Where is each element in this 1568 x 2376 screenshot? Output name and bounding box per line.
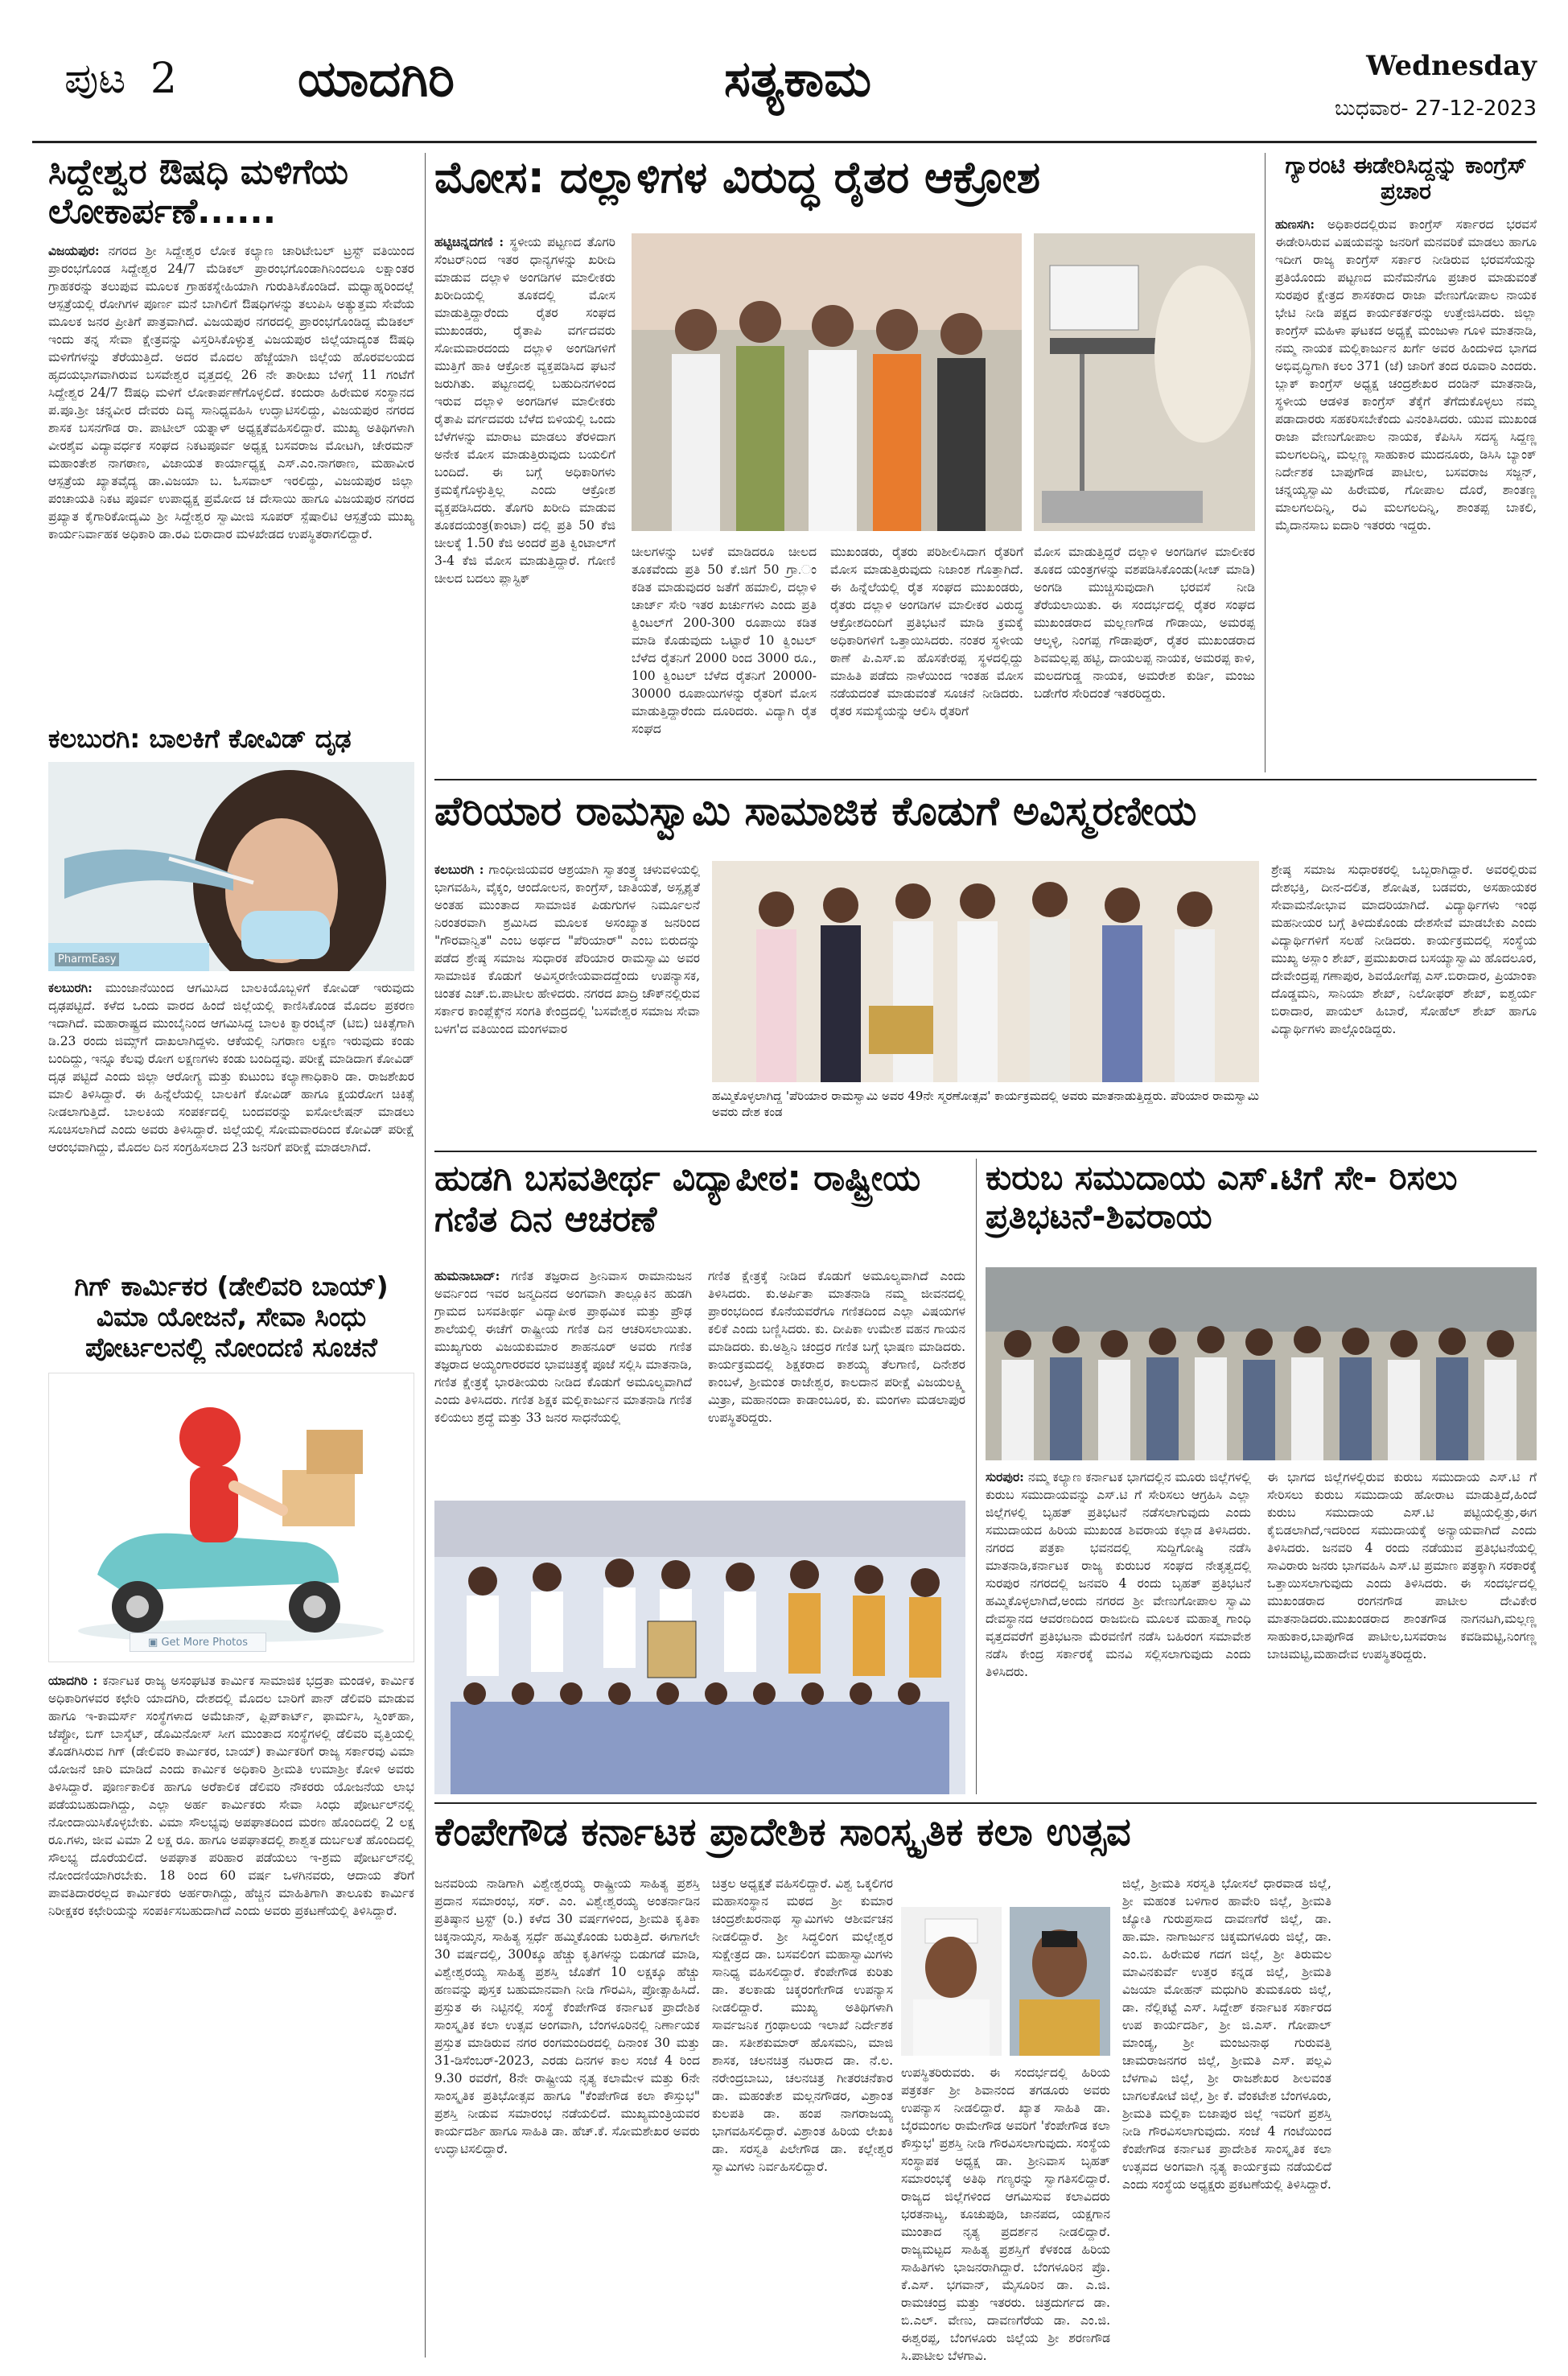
masthead-rule	[32, 141, 1537, 143]
headline: ಹುಡಗಿ ಬಸವತೀರ್ಥ ವಿದ್ಯಾಪೀಠ: ರಾಷ್ಟ್ರೀಯ ಗಣಿತ ದಿನ ಆಚರಣೆ	[434, 1158, 921, 1240]
periyar-event-photo	[712, 861, 1259, 1082]
masthead	[32, 32, 1537, 129]
hudagi-col-2	[708, 1267, 965, 1493]
body-text: ನಮ್ಮ ಕಲ್ಯಾಣ ಕರ್ನಾಟಕ ಭಾಗದಲ್ಲಿನ ಮೂರು ಜಿಲ್ಲೆಗಳಲ್ಲಿ ಕುರುಬ ಸಮುದಾಯವನ್ನು ಎಸ್.ಟಿ ಗೆ ಸೇರಿಸಲು ಆಗ್ರಹಿಸಿ ಎಲ್ಲಾ ಜಿಲ್ಲೆಗಳಲ್ಲಿ ಬೃಹತ್ ಪ್ರತಿಭಟನೆ ನಡೆಸಲಾಗುವುದು ಎಂದು ಸಮುದಾಯದ ಹಿರಿಯ ಮುಖಂಡ ಶಿವರಾಯ ಕಲ್ಲಾಡ ತಿಳಿಸಿದರು. ನಗರದ ಪತ್ರಕಾ ಭವನದಲ್ಲಿ ಸುದ್ದಿಗೋಷ್ಠಿ ನಡೆಸಿ ಮಾತನಾಡಿ,ಕರ್ನಾಟಕ ರಾಜ್ಯ ಕುರುಬರ ಸಂಘದ ನೇತೃತ್ವದಲ್ಲಿ ಸುರಪುರ ನಗರದಲ್ಲಿ ಜನವರಿ 4 ರಂದು ಬೃಹತ್ ಪ್ರತಿಭಟನೆ ಹಮ್ಮಿಕೊಳ್ಳಲಾಗಿದೆ,ಅಂದು ನಗರದ ಶ್ರೀ ವೇಣುಗೋಪಾಲ ಸ್ವಾಮಿ ದೇವಸ್ಥಾನದ ಆವರಣದಿಂದ ರಾಜಬೀದಿ ಮೂಲಕ ಮಹಾತ್ಮ ಗಾಂಧಿ ವೃತ್ತದವರೆಗೆ ಪ್ರತಿಭಟನಾ ಮೆರವಣಿಗೆ ನಡೆಸಿ ಬಹಿರಂಗ ಸಮಾವೇಶ ನಡೆಸಿ ಕೇಂದ್ರ ಸರ್ಕಾರಕ್ಕೆ ಮನವಿ ಸಲ್ಲಿಸಲಾಗುವುದು ಎಂದು ತಿಳಿಸಿದರು.	[986, 1470, 1251, 1679]
dateline: ಹಟ್ಟಿಚಿನ್ನದಗಣಿ :	[434, 234, 504, 249]
story-kempegowda	[434, 1810, 1537, 2366]
dateline: ವಿಜಯಪುರ:	[48, 242, 100, 258]
delivery-scooter-image	[48, 1373, 414, 1662]
body-text: ಅಧಿಕಾರದಲ್ಲಿರುವ ಕಾಂಗ್ರೆಸ್ ಸರ್ಕಾರದ ಭರವಸೆ ಈಡೇರಿಸಿರುವ ವಿಷಯವನ್ನು ಜನರಿಗೆ ಮನವರಿಕೆ ಮಾಡಲು ಹಾಗೂ ಇದೀಗ ರಾಜ್ಯ ಕಾಂಗ್ರೆಸ್ ಸರ್ಕಾರ ನೀಡಿರುವ ಭರವಸೆಯನ್ನು ಪ್ರತಿಯೊಂದು ಪಟ್ಟಣದ ಮನೆಮನೆಗೂ ಪ್ರಚಾರ ಮಾಡುವಂತೆ ಸುರಪುರ ಕ್ಷೇತ್ರದ ಶಾಸಕರಾದ ರಾಜಾ ವೇಣುಗೋಪಾಲ ನಾಯಕ ಭೇಟಿ ನೀಡಿ ಪಕ್ಷದ ಕಾರ್ಯಕರ್ತರನ್ನು ಉತ್ತೇಜಿಸಿದರು. ಜಿಲ್ಲಾ ಕಾಂಗ್ರೆಸ್ ಮಹಿಳಾ ಘಟಕದ ಅಧ್ಯಕ್ಷೆ ಮಂಜುಳಾ ಗೂಳಿ ಮಾತನಾಡಿ, ನಮ್ಮ ನಾಯಕ ಮಲ್ಲಿಕಾರ್ಜುನ ಖರ್ಗೆ ಅವರ ಹಿಂದುಳಿದ ಭಾಗದ ಅಭಿವೃದ್ಧಿಗಾಗಿ ಕಲಂ 371 (ಜೆ) ಜಾರಿಗೆ ತಂದ ರೂವಾರಿ ಎಂದರು. ಬ್ಲಾಕ್ ಕಾಂಗ್ರೆಸ್ ಅಧ್ಯಕ್ಷ ಚಂದ್ರಶೇಖರ ದಂಡಿನ್ ಮಾತನಾಡಿ, ಸ್ಥಳೀಯ ಆಡಳಿತ ಕಾಂಗ್ರೆಸ್ ತೆಕ್ಕೆಗೆ ತೆಗೆದುಕೊಳ್ಳಲು ನಮ್ಮ ಪಡಾದಾರರು ಸಹಕರಿಸಬೇಕೆಂದು ವಿನಂತಿಸಿದರು. ಯುವ ಮುಖಂಡ ರಾಜಾ ವೇಣುಗೋಪಾಲ ನಾಯಕ, ಕೆಪಿಸಿಸಿ ಸದಸ್ಯ ಸಿದ್ದಣ್ಣ ಮಲಗಲದಿನ್ನಿ, ಮಲ್ಲಣ್ಣ ಸಾಹುಕಾರ ಮುದನೂರು, ಡಿಸಿಸಿ ಬ್ಯಾಂಕ್ ನಿರ್ದೇಶಕ ಬಾಪುಗೌಡ ಪಾಟೀಲ, ಬಸವರಾಜ ಸಜ್ಜನ್, ಚನ್ನಯ್ಯಸ್ವಾಮಿ ಹಿರೇಮಠ, ಗೋಪಾಲ ದೊರೆ, ಶಾಂತಣ್ಣ ಮಾಲಗಲದಿನ್ನಿ, ರವಿ ಮಲಗಲದಿನ್ನಿ, ಶಾಂತಪ್ಪ ಬಾಕಲಿ, ಮೈದಾನಸಾಬ ಐದಾರಿ ಇತರರು ಇದ್ದರು.	[1275, 217, 1537, 533]
periyar-group-illustration	[712, 861, 1259, 1082]
dateline: ಯಾದಗಿರಿ :	[48, 1672, 98, 1688]
page-number-block	[64, 55, 177, 104]
page-number: 2	[150, 55, 177, 103]
mosa-col-4	[1034, 543, 1255, 772]
dateline: ಕಲಬುರಗಿ :	[434, 862, 484, 877]
story-mosa	[434, 153, 1255, 772]
place-name: ಯಾದಗಿರಿ	[298, 49, 455, 108]
portrait-elder-illustration	[901, 1907, 1002, 2056]
story-body	[48, 1672, 414, 1920]
column-divider	[1265, 153, 1266, 772]
mosa-col-1	[434, 233, 615, 772]
story-guarantee	[1275, 153, 1537, 772]
kempegowda-col-3	[901, 2064, 1110, 2366]
day-english: Wednesday	[1366, 50, 1537, 82]
get-more-photos-button[interactable]	[130, 1633, 266, 1652]
headline: ಗ್ಯಾರಂಟಿ ಈಡೇರಿಸಿದ್ದನ್ನು ಕಾಂಗ್ರೆಸ್ ಪ್ರಚಾರ	[1285, 153, 1527, 205]
story-hudagi	[434, 1159, 965, 1794]
body-text: ಜಿಲ್ಲೆ, ಶ್ರೀಮತಿ ಸರಸ್ವತಿ ಭೋಸಲೆ ಧಾರವಾಡ ಜಿಲ್ಲೆ, ಶ್ರೀ ಮಹಂತ ಬಳಿಗಾರ ಹಾವೇರಿ ಜಿಲ್ಲೆ, ಶ್ರೀಮತಿ ಜ್ಯೋತಿ ಗುರುಪ್ರಸಾದ ದಾವಣಗೆರೆ ಜಿಲ್ಲೆ, ಡಾ. ಹಾ.ಮಾ. ನಾಗಾರ್ಜುನ ಚಿಕ್ಕಮಗಳೂರು ಜಿಲ್ಲೆ, ಡಾ. ಎಂ.ಬಿ. ಹಿರೇಮಠ ಗದಗ ಜಿಲ್ಲೆ, ಶ್ರೀ ತಿರುಮಲ ಮಾವಿನಕುರ್ವೆ ಉತ್ತರ ಕನ್ನಡ ಜಿಲ್ಲೆ, ಶ್ರೀಮತಿ ವಿಜಯಾ ಮೋಹನ್ ಮಧುಗಿರಿ ತುಮಕೂರು ಜಿಲ್ಲೆ, ಡಾ. ನೆಲ್ಲಿಕಟ್ಟೆ ಎಸ್. ಸಿದ್ದೇಶ್ ಕರ್ನಾಟಕ ಸರ್ಕಾರದ ಉಪ ಕಾರ್ಯದರ್ಶಿ, ಶ್ರೀ ಜಿ.ಎಸ್. ಗೋಪಾಲ್ ಮಾಂಡ್ಯ, ಶ್ರೀ ಮಂಜುನಾಥ ಗುರುವತ್ತಿ ಚಾಮರಾಜನಗರ ಜಿಲ್ಲೆ, ಶ್ರೀಮತಿ ಎಸ್. ಪಲ್ಲವಿ ಬೆಳಗಾವಿ ಜಿಲ್ಲೆ, ಶ್ರೀ ರಾಜಶೇಖರ ಶೀಲವಂತ ಬಾಗಲಕೋಟೆ ಜಿಲ್ಲೆ, ಶ್ರೀ ಕೆ. ವೆಂಕಟೇಶ ಬೆಂಗಳೂರು, ಶ್ರೀಮತಿ ಮಲ್ಲಿಕಾ ಬಿಜಾಪುರ ಜಿಲ್ಲೆ ಇವರಿಗೆ ಪ್ರಶಸ್ತಿ ನೀಡಿ ಗೌರವಿಸಲಾಗುವುದು. ಸಂಜೆ 4 ಗಂಟೆಯಿಂದ ಕೆಂಪೇಗೌಡ ಕರ್ನಾಟಕ ಪ್ರಾದೇಶಿಕ ಸಾಂಸ್ಕೃತಿಕ ಕಲಾ ಉತ್ಸವದ ಅಂಗವಾಗಿ ನೃತ್ಯ ಕಾರ್ಯಕ್ರಮ ನಡೆಯಲಿದೆ ಎಂದು ಸಂಸ್ಥೆಯ ಅಧ್ಯಕ್ಷರು ಪ್ರಕಟಣೆಯಲ್ಲಿ ತಿಳಿಸಿದ್ದಾರೆ.	[1122, 1876, 1331, 2192]
mosa-col-2	[632, 543, 817, 772]
body-text: ಸ್ಥಳೀಯ ಪಟ್ಟಣದ ತೊಗರಿ ಸೆಂಟರ್‌ನಿಂದ ಇತರ ಧಾನ್ಯಗಳನ್ನು ಖರೀದಿ ಮಾಡುವ ದಲ್ಲಾಳಿ ಅಂಗಡಿಗಳ ಮಾಲೀಕರು ಖರೀದಿಯಲ್ಲಿ ತೂಕದಲ್ಲಿ ಮೋಸ ಮಾಡುತ್ತಿದ್ದಾರೆಂದು ರೈತರ ಸಂಘದ ಮುಖಂಡರು, ರೈತಾಪಿ ವರ್ಗದವರು ಸೋಮವಾರದಂದು ದಲ್ಲಾಳಿ ಅಂಗಡಿಗಳಿಗೆ ಮುತ್ತಿಗೆ ಹಾಕಿ ಆಕ್ರೋಶ ವ್ಯಕ್ತಪಡಿಸಿದ ಘಟನೆ ಜರುಗಿತು. ಪಟ್ಟಣದಲ್ಲಿ ಬಹುದಿನಗಳಿಂದ ಇರುವ ದಲ್ಲಾಳಿ ಅಂಗಡಿಗಳ ಮಾಲೀಕರು ರೈತಾಪಿ ವರ್ಗದವರು ಬೆಳೆದ ಬಿಳಿಯಲ್ಲಿ ಒಂದು ಬೆಳೆಗಳನ್ನು ಮಾರಾಟ ಮಾಡಲು ತೆರಳಿದಾಗ ಅನೇಕ ಮೋಸ ಮಾಡುತ್ತಿರುವುದು ಬಯಲಿಗೆ ಬಂದಿದೆ. ಈ ಬಗ್ಗೆ ಅಧಿಕಾರಿಗಳು ಕ್ರಮಕೈಗೊಳ್ಳುತ್ತಿಲ್ಲ ಎಂದು ಆಕ್ರೋಶ ವ್ಯಕ್ತಪಡಿಸಿದರು. ತೊಗರಿ ಖರೀದಿ ಮಾಡುವ ತೂಕದಯಂತ್ರ(ಕಾಂಟಾ) ದಲ್ಲಿ ಪ್ರತಿ 50 ಕೆಜಿ ಚೀಲಕ್ಕೆ 1.50 ಕೆಜಿ ಅಂದರೆ ಪ್ರತಿ ಕ್ವಿಂಟಾಲ್‌ಗೆ 3-4 ಕೆಜಿ ಮೋಸ ಮಾಡುತ್ತಿದ್ದಾರೆ. ಗೋಣಿ ಚೀಲದ ಬದಲು ಪ್ಲಾಸ್ಟಿಕ್	[434, 235, 615, 586]
kempegowda-col-4	[1122, 1875, 1331, 2366]
column-divider	[976, 1159, 977, 1794]
headline: ಸಿದ್ದೇಶ್ವರ ಔಷಧಿ ಮಳಿಗೆಯ ಲೋಕಾರ್ಪಣೆ......	[48, 153, 348, 233]
farmers-protest-photo	[632, 233, 1022, 531]
kuruba-col-1	[986, 1468, 1251, 1794]
story-gig-workers	[48, 1271, 414, 2366]
photo-caption: ಹಮ್ಮಿಕೊಳ್ಳಲಾಗಿದ್ದ 'ಪೆರಿಯಾರ ರಾಮಸ್ವಾಮಿ ಅವರ 49ನೇ ಸ್ಮರಣೋತ್ಸವ' ಕಾರ್ಯಕ್ರಮದಲ್ಲಿ ಅವರು ಮಾತನಾಡುತ್ತಿದ್ದರು. ಪೆರಿಯಾರ ರಾಮಸ್ವಾಮಿ ಅವರು ದೇಶ ಕಂಡ	[712, 1089, 1259, 1120]
portrait-man-photo	[1010, 1907, 1110, 2056]
students-group-illustration	[434, 1501, 965, 1794]
headline: ಪೆರಿಯಾರ ರಾಮಸ್ವಾಮಿ ಸಾಮಾಜಿಕ ಕೊಡುಗೆ ಅವಿಸ್ಮರಣೀಯ	[434, 788, 1197, 834]
kuruba-press-photo	[986, 1267, 1537, 1460]
headline: ಮೋಸ: ದಲ್ಲಾಳಿಗಳ ವಿರುದ್ಧ ರೈತರ ಆಕ್ರೋಶ	[434, 152, 1041, 203]
farmers-group-illustration	[632, 233, 1022, 531]
page-label: ಪುಟ	[64, 55, 126, 103]
dateline: ಹುಣಸಗಿ:	[1275, 216, 1315, 233]
scale-illustration	[1034, 233, 1255, 531]
body-text: ಮುಖಂಡರು, ರೈತರು ಪರಿಶೀಲಿಸಿದಾಗ ರೈತರಿಗೆ ಮೋಸ ಮಾಡುತ್ತಿರುವುದು ನಿಜಾಂಶ ಗೊತ್ತಾಗಿದೆ. ಈ ಹಿನ್ನೆಲೆಯಲ್ಲಿ ರೈತ ಸಂಘದ ಮುಖಂಡರು, ರೈತರು ದಲ್ಲಾಳಿ ಅಂಗಡಿಗಳ ಮಾಲೀಕರ ವಿರುದ್ಧ ಆಕ್ರೋಶದಿಂದಿಗೆ ಪ್ರತಿಭಟನೆ ಮಾಡಿ ಕ್ರಮಕ್ಕೆ ಅಧಿಕಾರಿಗಳಿಗೆ ಒತ್ತಾಯಿಸಿದರು. ನಂತರ ಸ್ಥಳೀಯ ಠಾಣೆ ಪಿ.ಎಸ್.ಐ ಹೊಸಕೇರಪ್ಪ ಸ್ಥಳದಲ್ಲಿದ್ದು ಮಾಹಿತಿ ಪಡೆದು ನಾಳೆಯಿಂದ ಇಂತಹ ಮೋಸ ನಡೆಯದಂತೆ ಮಾಡುವಂತೆ ಸೂಚನೆ ನೀಡಿದರು. ರೈತರ ಸಮಸ್ಯೆಯನ್ನು ಆಲಿಸಿ ರೈತರಿಗೆ	[830, 545, 1023, 719]
delivery-scooter-icon	[49, 1373, 414, 1662]
body-text: ಗಣಿತ ತಜ್ಞರಾದ ಶ್ರೀನಿವಾಸ ರಾಮಾನುಜನ ಅವರ್ನಿಂದ ಇವರ ಜನ್ಮದಿನದ ಅಂಗವಾಗಿ ತಾಲ್ಲೂಕಿನ ಹುಡಗಿ ಗ್ರಾಮದ ಬಸವತೀರ್ಥ ವಿದ್ಯಾಪೀಠ ಪ್ರಾಥಮಿಕ ಮತ್ತು ಪ್ರೌಢ ಶಾಲೆಯಲ್ಲಿ ಈಚೆಗೆ ರಾಷ್ಟ್ರೀಯ ಗಣಿತ ದಿನ ಆಚರಿಸಲಾಯಿತು. ಮುಖ್ಯಗುರು ವಿಜಯಕುಮಾರ ಶಾಹನೂರ್ ಅವರು ಗಣಿತ ತಜ್ಞರಾದ ಅಯ್ಯಂಗಾರರವರ ಭಾವಚಿತ್ರಕ್ಕೆ ಪೂಜೆ ಸಲ್ಲಿಸಿ ಮಾತನಾಡಿ, ಗಣಿತ ಕ್ಷೇತ್ರಕ್ಕೆ ಭಾರತೀಯರು ನೀಡಿದ ಕೊಡುಗೆ ಅಮೂಲ್ಯವಾಗಿದೆ ಎಂದು ತಿಳಿಸಿದರು. ಗಣಿತ ಶಿಕ್ಷಕ ಮಲ್ಲಿಕಾರ್ಜುನ ಮಾತನಾಡಿ ಗಣಿತ ಕಲಿಯಲು ಶ್ರದ್ಧೆ ಮತ್ತು 33 ಜನರ ಸಾಧನೆಯಲ್ಲಿ	[434, 1269, 692, 1425]
photo-credit: PharmEasy	[55, 953, 119, 966]
periyar-col-1	[434, 861, 700, 1143]
column-divider	[425, 153, 426, 2357]
dateline: ಕಲಬುರಗಿ:	[48, 979, 93, 995]
story-body	[48, 979, 414, 1156]
body-text: ಜನವರಿಯ ನಾಡಿಗಾಗಿ ವಿಶ್ವೇಶ್ವರಯ್ಯ ರಾಷ್ಟ್ರೀಯ ಸಾಹಿತ್ಯ ಪ್ರಶಸ್ತಿ ಪ್ರದಾನ ಸಮಾರಂಭ, ಸರ್. ಎಂ. ವಿಶ್ವೇಶ್ವರಯ್ಯ ಅಂತರ್ನಾಡಿನ ಪ್ರತಿಷ್ಠಾನ ಟ್ರಸ್ಟ್ (ರಿ.) ಕಳೆದ 30 ವರ್ಷಗಳಿಂದ, ಶ್ರೀಮತಿ ಕೃತಿಕಾ ಚಿಕ್ಕನಾಯ್ಕನ, ಸಾಹಿತ್ಯ ಸ್ಪರ್ಧೆ ಹಮ್ಮಿಕೊಂಡು ಬರುತ್ತಿದೆ. ಈಗಾಗಲೇ 30 ವರ್ಷದಲ್ಲಿ, 300ಕ್ಕೂ ಹೆಚ್ಚು ಕೃತಿಗಳನ್ನು ಬಿಡುಗಡೆ ಮಾಡಿ, ವಿಶ್ವೇಶ್ವರಯ್ಯ ಸಾಹಿತ್ಯ ಪ್ರಶಸ್ತಿ ಜೊತೆಗೆ 10 ಲಕ್ಷಕ್ಕೂ ಹೆಚ್ಚು ಹಣವನ್ನು ಪುಸ್ತಕ ಬಹುಮಾನವಾಗಿ ನೀಡಿ ಗೌರವಿಸಿ, ಪ್ರೋತ್ಸಾಹಿಸಿದೆ. ಪ್ರಸ್ತುತ ಈ ನಿಟ್ಟಿನಲ್ಲಿ ಸಂಸ್ಥೆ ಕೆಂಪೇಗೌಡ ಕರ್ನಾಟಕ ಪ್ರಾದೇಶಿಕ ಸಾಂಸ್ಕೃತಿಕ ಕಲಾ ಉತ್ಸವ ಅಂಗವಾಗಿ, ಬೆಂಗಳೂರಿನಲ್ಲಿ ನಿರ್ಣಾಯಕ ಪ್ರಸ್ತುತ ಮಾಡಿರುವ ನಗರ ರಂಗಮಂದಿರದಲ್ಲಿ ದಿನಾಂಕ 30 ಮತ್ತು 31-ಡಿಸೆಂಬರ್-2023, ಎರಡು ದಿನಗಳ ಕಾಲ ಸಂಜೆ 4 ರಿಂದ 9.30 ರವರೆಗೆ, 8ನೇ ರಾಷ್ಟ್ರೀಯ ನೃತ್ಯ ಕಲಾಮೇಳ ಮತ್ತು 6ನೇ ಸಾಂಸ್ಕೃತಿಕ ಪ್ರತಿಭೋತ್ಸವ ಹಾಗೂ "ಕೆಂಪೇಗೌಡ ಕಲಾ ಕೌಸ್ತುಭ" ಪ್ರಶಸ್ತಿ ನೀಡುವ ಸಮಾರಂಭ ನಡೆಯಲಿದೆ. ಮುಖ್ಯಮಂತ್ರಿಯವರ ಕಾರ್ಯದರ್ಶಿ ಹಾಗೂ ಸಾಹಿತಿ ಡಾ. ಹೆಚ್.ಕೆ. ಸೋಮಶೇಖರ ಅವರು ಉದ್ಘಾಟಿಸಲಿದ್ದಾರೆ.	[434, 1876, 700, 2156]
story-siddeshwar	[48, 153, 414, 716]
dateline: ಸುರಪುರ:	[986, 1469, 1024, 1484]
body-text: ನಗರದ ಶ್ರೀ ಸಿದ್ದೇಶ್ವರ ಲೋಕ ಕಲ್ಯಾಣ ಚಾರಿಟೇಬಲ್ ಟ್ರಸ್ಟ್ ವತಿಯಿಂದ ಪ್ರಾರಂಭಗೊಂಡ ಸಿದ್ದೇಶ್ವರ 24/7 ಮೆಡಿಕಲ್ ಪ್ರಾರಂಭಗೊಂಡಾಗಿನಿಂದಲೂ ಲಕ್ಷಾಂತರ ಗ್ರಾಹಕರನ್ನು ತಲುಪುವ ಮೂಲಕ ಗ್ರಾಹಕಸ್ನೇಹಿಯಾಗಿ ಗುರುತಿಸಿಕೊಂಡಿದೆ. ಮಧ್ಯಾಹ್ನರಿಂದಲ್ಲೆ ಆಸ್ಪತ್ರೆಯಲ್ಲಿ ರೋಗಿಗಳ ಪೂರ್ಣ ಮನೆ ಬಾಗಿಲಿಗೆ ಔಷಧಿಗಳನ್ನು ತಲುಪಿಸಿ ಅತ್ಯುತ್ತಮ ಸೇವೆಯ ಮೂಲಕ ಜನರ ಪ್ರೀತಿಗೆ ಪಾತ್ರವಾಗಿದೆ. ವಿಜಯಪುರ ನಗರದಲ್ಲಿ ಪ್ರಾರಂಭಗೊಂಡಿದ್ದ ಮೆಡಿಕಲ್ ಇಂದು ತನ್ನ ಸೇವಾ ಕ್ಷೇತ್ರವನ್ನು ವಿಸ್ತರಿಸಿಕೊಳ್ಳುತ್ತ ವಿಜಯಪುರ ಜಿಲ್ಲೆಯಾದ್ಯಂತ ಔಷಧಿ ಮಳಿಗೆಗಳನ್ನು ತೆರೆಯುತ್ತಿದೆ. ಅದರ ಮೊದಲ ಹೆಜ್ಜೆಯಾಗಿ ಜಿಲ್ಲೆಯ ಹೊರವಲಯದ ಹೃದಯಭಾಗವಾಗಿರುವ ಬಸವೇಶ್ವರ ವೃತ್ತದಲ್ಲಿ 26 ನೇ ತಾರೀಖು ಬೆಳಿಗ್ಗೆ 11 ಗಂಟೆಗೆ ಸಿದ್ದೇಶ್ವರ 24/7 ಔಷಧಿ ಮಳಿಗೆ ಲೋಕಾರ್ಪಣೆಗೊಳ್ಳಲಿದೆ. ಕಂದುರಾ ಹಿರೇಮಠ ಸಂಸ್ಥಾನದ ಪ.ಪೂ.ಶ್ರೀ ಚನ್ನವೀರ ದೇವರು ದಿವ್ಯ ಸಾನಿಧ್ಯವಹಿಸಿ ಉದ್ಘಾಟಿಸಲಿದ್ದು, ವಿಜಯಪುರ ನಗರದ ಶಾಸಕ ಬಸನಗೌಡ ರಾ. ಪಾಟೀಲ್ ಯತ್ನಾಳ್ ಅಧ್ಯಕ್ಷತೆವಹಿಸಲಿದ್ದಾರೆ. ಮುಖ್ಯ ಅತಿಥಿಗಳಾಗಿ ವೀರಶೈವ ವಿದ್ಯಾವರ್ಧಕ ಸಂಘದ ನಿಕಟಪೂರ್ವ ಅಧ್ಯಕ್ಷ ಬಸವರಾಜ ಮೋಟಗಿ, ಚೇರಮನ್ ಮಹಾಂತೇಶ ನಾಗಠಾಣ, ವಿಜಾಯತ ಕಾರ್ಯಾಧ್ಯಕ್ಷ ಎಸ್.ಎಂ.ನಾಗಠಾಣ, ಮಹಾವೀರ ಆಸ್ಪತ್ರೆಯ ಖ್ಯಾತವೈದ್ಯ ಡಾ.ವಿಜಯಾ ಬ. ಓಸವಾಲ್ ಇರಲಿದ್ದು, ವಿಜಯಪುರ ಜಿಲ್ಲಾ ಪಂಚಾಯತಿ ನಿಕಟ ಪೂರ್ವ ಉಪಾಧ್ಯಕ್ಷ ಪ್ರಮೋದ ಚ ದೇಸಾಯಿ ಹಾಗೂ ವಿಜಯಪುರ ನಗರದ ಪ್ರಖ್ಯಾತ ಕೈಗಾರಿಕೋದ್ಯಮಿ ಶ್ರೀ ಸಿದ್ದೇಶ್ವರ ಸ್ವಾಮೀಜಿ ಸೂಪರ್ ಸ್ಪೆಷಾಲಿಟಿ ಆಸ್ಪತ್ರೆಯ ಮುಖ್ಯ ಕಾರ್ಯನಿರ್ವಾಹಕ ಅಧಿಕಾರಿ ಡಾ.ರವಿ ಬಿರಾದಾರ ಮಳಖೇಡದ ಉಪಸ್ಥಿತರಾಗಲಿದ್ದಾರೆ.	[48, 243, 414, 541]
kuruba-group-illustration	[986, 1267, 1537, 1460]
date-kannada: ಬುಧವಾರ- 27-12-2023	[1334, 97, 1537, 121]
covid-test-illustration	[48, 762, 414, 971]
kempegowda-col-1	[434, 1875, 700, 2366]
story-body	[986, 1468, 1251, 1681]
body-text: ಈ ಭಾಗದ ಜಿಲ್ಲೆಗಳಲ್ಲಿರುವ ಕುರುಬ ಸಮುದಾಯ ಎಸ್.ಟಿ ಗೆ ಸೇರಿಸಲು ಕುರುಬ ಸಮುದಾಯ ಹೋರಾಟ ಮಾಡುತ್ತಿದೆ,ಹಿಂದೆ ಕುರುಬ ಸಮುದಾಯ ಎಸ್.ಟಿ ಪಟ್ಟಿಯಲ್ಲಿತ್ತು,ಈಗ ಕೈಬಿಡಲಾಗಿದೆ,ಇದರಿಂದ ಸಮುದಾಯಕ್ಕೆ ಅನ್ಯಾಯವಾಗಿದೆ ಎಂದು ತಿಳಿಸಿದರು. ಜನವರಿ 4 ರಂದು ನಡೆಯುವ ಪ್ರತಿಭಟನೆಯಲ್ಲಿ ಸಾವಿರಾರು ಜನರು ಭಾಗವಹಿಸಿ ಎಸ್.ಟಿ ಪ್ರಮಾಣ ಪತ್ರಕ್ಕಾಗಿ ಸರಕಾರಕ್ಕೆ ಒತ್ತಾಯಿಸಲಾಗುವುದು ಎಂದು ತಿಳಿಸಿದರು. ಈ ಸಂದರ್ಭದಲ್ಲಿ ಮುಖಂಡರಾದ ರಂಗನಗೌಡ ಪಾಟೀಲ ದೇವಿಕೇರ ಮಾತನಾಡಿದರು.ಮುಖಂಡರಾದ ಶಾಂತಗೌಡ ನಾಗನಟಗಿ,ಮಲ್ಲಣ್ಣ ಸಾಹುಕಾರ,ಬಾಪುಗೌಡ ಪಾಟೀಲ,ಬಸವರಾಜ ಕವಡಿಮಟ್ಟಿ,ನಿಂಗಣ್ಣ ಬಾಚಿಮಟ್ಟಿ,ಮಹಾದೇವ ಉಪಸ್ಥಿತರಿದ್ದರು.	[1267, 1470, 1537, 1662]
kempegowda-col-2	[712, 1875, 893, 2366]
portrait-elder-photo	[901, 1907, 1002, 2056]
portrait-man-illustration	[1010, 1907, 1110, 2056]
covid-test-photo	[48, 762, 414, 971]
image-icon: ▣	[148, 1636, 158, 1649]
body-text: ಮೋಸ ಮಾಡುತ್ತಿದ್ದರೆ ದಲ್ಲಾಳಿ ಅಂಗಡಿಗಳ ಮಾಲೀಕರ ತೂಕದ ಯಂತ್ರಗಳನ್ನು ವಶಪಡಿಸಿಕೊಂಡು(ಸೀಜ್ ಮಾಡಿ) ಅಂಗಡಿ ಮುಚ್ಚಿಸುವುದಾಗಿ ಭರವಸೆ ನೀಡಿ ತೆರೆಯಲಾಯಿತು. ಈ ಸಂದರ್ಭದಲ್ಲಿ ರೈತರ ಸಂಘದ ಮುಖಂಡರಾದ ಮಲ್ಲಣಗೌಡ ಗೌಡಾಯಿ, ಅಮರಪ್ಪ ಆಲ್ಕಳ್ಳಿ, ನಿಂಗಪ್ಪ ಗೌಡಾಪುರ್, ರೈತರ ಮುಖಂಡರಾದ ಶಿವಮಲ್ಲಪ್ಪ ಹಟ್ಟಿ, ದಾಯಲಪ್ಪ ನಾಯಕ, ಅಮರಪ್ಪ ಕಾಳಿ, ಮಲದಗುಡ್ಡ ನಾಯಕ, ಅಮರೇಶ ಕುರ್ಡಿ, ಮಂಜು ಬಡೇಗೆರ ಸೇರಿದಂತೆ ಇತರರಿದ್ದರು.	[1034, 545, 1255, 701]
body-text: ಉಪಸ್ಥಿತರಿರುವರು. ಈ ಸಂದರ್ಭದಲ್ಲಿ ಹಿರಿಯ ಪತ್ರಕರ್ತ ಶ್ರೀ ಶಿವಾನಂದ ತಗಡೂರು ಅವರು ಉಪನ್ಯಾಸ ನೀಡಲಿದ್ದಾರೆ. ಖ್ಯಾತ ಸಾಹಿತಿ ಡಾ. ಬೈರಮಂಗಲ ರಾಮೇಗೌಡ ಅವರಿಗೆ 'ಕೆಂಪೇಗೌಡ ಕಲಾ ಕೌಸ್ತುಭ' ಪ್ರಶಸ್ತಿ ನೀಡಿ ಗೌರವಿಸಲಾಗುವುದು. ಸಂಸ್ಥೆಯ ಸಂಸ್ಥಾಪಕ ಅಧ್ಯಕ್ಷ ಡಾ. ಶ್ರೀನಿವಾಸ ಬೃಹತ್ ಸಮಾರಂಭಕ್ಕೆ ಅತಿಥಿ ಗಣ್ಯರನ್ನು ಸ್ವಾಗತಿಸಲಿದ್ದಾರೆ. ರಾಜ್ಯದ ಜಿಲ್ಲೆಗಳಿಂದ ಆಗಮಿಸುವ ಕಲಾವಿದರು ಭರತನಾಟ್ಯ, ಕೂಚುಪುಡಿ, ಜಾನಪದ, ಯಕ್ಷಗಾನ ಮುಂತಾದ ನೃತ್ಯ ಪ್ರದರ್ಶನ ನೀಡಲಿದ್ದಾರೆ. ರಾಜ್ಯಮಟ್ಟದ ಸಾಹಿತ್ಯ ಪ್ರಶಸ್ತಿಗೆ ಕೆಳಕಂಡ ಹಿರಿಯ ಸಾಹಿತಿಗಳು ಭಾಜನರಾಗಿದ್ದಾರೆ. ಬೆಂಗಳೂರಿನ ಪ್ರೊ. ಕೆ.ಎಸ್. ಭಗವಾನ್, ಮೈಸೂರಿನ ಡಾ. ಎ.ಜಿ. ರಾಮಚಂದ್ರ ಮತ್ತು ಇತರರು. ಚಿತ್ರದುರ್ಗದ ಡಾ. ಬಿ.ಎಲ್. ವೇಣು, ದಾವಣಗೆರೆಯ ಡಾ. ಎಂ.ಜಿ. ಈಶ್ವರಪ್ಪ, ಬೆಂಗಳೂರು ಜಿಲ್ಲೆಯ ಶ್ರೀ ಶರಣಗೌಡ ಸಿ.ಪಾಟೀಲ ಬೆಳಗಾವಿ.	[901, 2065, 1110, 2363]
kuruba-col-2	[1267, 1468, 1537, 1794]
dateline: ಹುಮನಾಬಾದ್:	[434, 1268, 500, 1283]
paper-name: ಸತ್ಯಕಾಮ	[724, 49, 872, 108]
headline: ಕೆಂಪೇಗೌಡ ಕರ್ನಾಟಕ ಪ್ರಾದೇಶಿಕ ಸಾಂಸ್ಕೃತಿಕ ಕಲಾ ಉತ್ಸವ	[434, 1810, 1131, 1855]
body-text: ಚಿತ್ರಲ ಅಧ್ಯಕ್ಷತೆ ವಹಿಸಲಿದ್ದಾರೆ. ವಿಶ್ವ ಒಕ್ಕಲಿಗರ ಮಹಾಸಂಸ್ಥಾನ ಮಠದ ಶ್ರೀ ಕುಮಾರ ಚಂದ್ರಶೇಖರನಾಥ ಸ್ವಾಮಿಗಳು ಆಶೀರ್ವಚನ ನೀಡಲಿದ್ದಾರೆ. ಶ್ರೀ ಸಿದ್ಧಲಿಂಗ ಮಲ್ಲೇಶ್ವರ ಸುಕ್ಷೇತ್ರದ ಡಾ. ಬಸವಲಿಂಗ ಮಹಾಸ್ವಾಮಿಗಳು ಸಾನಿಧ್ಯ ವಹಿಸಲಿದ್ದಾರೆ. ಕೆಂಪೇಗೌಡ ಕುರಿತು ಡಾ. ತಲಕಾಡು ಚಿಕ್ಕರಂಗೇಗೌಡ ಉಪನ್ಯಾಸ ನೀಡಲಿದ್ದಾರೆ. ಮುಖ್ಯ ಅತಿಥಿಗಳಾಗಿ ಸಾರ್ವಜನಿಕ ಗ್ರಂಥಾಲಯ ಇಲಾಖೆ ನಿರ್ದೇಶಕ ಡಾ. ಸತೀಶಕುಮಾರ್ ಹೊಸಮನಿ, ಮಾಜಿ ಶಾಸಕ, ಚಲನಚಿತ್ರ ನಟರಾದ ಡಾ. ನೆ.ಲ. ನರೇಂದ್ರಬಾಬು, ಚಲನಚಿತ್ರ ಗೀತರಚನೆಕಾರ ಡಾ. ಮಹಂತೇಶ ಮಲ್ಲನಗೌಡರ, ವಿಶ್ರಾಂತ ಕುಲಪತಿ ಡಾ. ಹಂಪ ನಾಗರಾಜಯ್ಯ ಭಾಗವಹಿಸಲಿದ್ದಾರೆ. ವಿಶ್ರಾಂತ ಹಿರಿಯ ಲೇಖಕಿ ಡಾ. ಸರಸ್ವತಿ ಪಿಲೇಗೌಡ ಡಾ. ಕಲ್ಲೇಶ್ವರ ಸ್ವಾಮಿಗಳು ನಿರ್ವಹಿಸಲಿದ್ದಾರೆ.	[712, 1876, 893, 2174]
story-body	[434, 233, 615, 587]
story-body	[434, 1267, 692, 1427]
story-body	[1275, 216, 1537, 534]
story-kuruba	[986, 1159, 1537, 1794]
mosa-col-3	[830, 543, 1023, 772]
hudagi-col-1	[434, 1267, 692, 1493]
button-label: Get More Photos	[161, 1636, 248, 1649]
math-day-school-photo	[434, 1501, 965, 1794]
section-rule	[434, 779, 1537, 780]
body-text: ಗಾಂಧೀಜಿಯವರ ಆಶ್ರಯಾಗಿ ಸ್ವಾತಂತ್ರ್ಯ ಚಳುವಳಿಯಲ್ಲಿ ಭಾಗವಹಿಸಿ, ವೈಕ್ಕಂ, ಆಂದೋಲನ, ಕಾಂಗ್ರೆಸ್, ಜಾತಿಯತೆ, ಅಸ್ಪೃಶ್ಯತೆ ಅಂತಹ ಮುಂತಾದ ಸಾಮಾಜಿಕ ಪಿಡುಗುಗಳ ನಿರ್ಮೂಲನೆ ನಿರಂತರವಾಗಿ ಶ್ರಮಿಸಿದ ಮೂಲಕ ಅಸಂಖ್ಯಾತ ಜನರಿಂದ "ಗೌರವಾನ್ವಿತ" ಎಂಬ ಅರ್ಥದ "ಪೆರಿಯಾರ್" ಎಂಬ ಬಿರುದನ್ನು ಪಡೆದ ಶ್ರೇಷ್ಠ ಸಮಾಜ ಸುಧಾರಕ ಪೆರಿಯಾರ ರಾಮಸ್ವಾಮಿ ಅವರ ಸಾಮಾಜಿಕ ಕೊಡುಗೆ ಅವಿಸ್ಮರಣೀಯವಾದದ್ದೆಂದು ಉಪನ್ಯಾಸಕ, ಚಿಂತಕ ಎಚ್.ಬಿ.ಪಾಟೀಲ ಹೇಳಿದರು. ನಗರದ ಖಾದ್ರಿ ಚೌಕ್‌ನಲ್ಲಿರುವ ಸರ್ಕಾರ ಕಾಂಪ್ಲೆಕ್ಸ್‌ನ ಸಂಗತಿ ಕೇಂದ್ರದಲ್ಲಿ 'ಬಸವೇಶ್ವರ ಸಮಾಜ ಸೇವಾ ಬಳಗ'ದ ವತಿಯಿಂದ ಮಂಗಳವಾರ	[434, 863, 700, 1036]
story-kalaburagi	[48, 724, 414, 1239]
story-periyar	[434, 789, 1537, 1143]
story-body	[434, 861, 700, 1038]
headline: ಕುರುಬ ಸಮುದಾಯ ಎಸ್.ಟಿಗೆ ಸೇ- ರಿಸಲು ಪ್ರತಿಭಟನೆ-ಶಿವರಾಯ	[986, 1158, 1458, 1237]
story-body	[48, 242, 414, 543]
weighing-scale-photo	[1034, 233, 1255, 531]
periyar-col-2	[1271, 861, 1537, 1143]
body-text: ಮುಂಜಾನೆಯಿಂದ ಆಗಮಿಸಿದ ಬಾಲಕಿಯೊಬ್ಬಳಿಗೆ ಕೋವಿಡ್ ಇರುವುದು ದೃಢಪಟ್ಟಿದೆ. ಕಳೆದ ಒಂದು ವಾರದ ಹಿಂದೆ ಜಿಲ್ಲೆಯಲ್ಲಿ ಕಾಣಿಸಿಕೊಂಡ ಮೊದಲ ಪ್ರಕರಣ ಇದಾಗಿದೆ. ಮಹಾರಾಷ್ಟ್ರದ ಮುಂಬೈನಿಂದ ಆಗಮಿಸಿದ್ದ ಬಾಲಕಿ ಕ್ವಾರಂಟೈನ್ (ಟಿಬಿ) ಚಿಕಿತ್ಸೆಗಾಗಿ ಡಿ.23 ರಂದು ಜಿಮ್ಸ್‌ಗೆ ದಾಖಲಾಗಿದ್ದಳು. ಆಕೆಯಲ್ಲಿ ನಿಗರಾಣ ಲಕ್ಷಣ ಇರುವುದು ಕಂಡು ಬಂದಿದ್ದು, ಇನ್ನೂ ಕೆಲವು ರೋಗ ಲಕ್ಷಣಗಳು ಕಂಡು ಬಂದಿದ್ದವು. ಪರೀಕ್ಷೆ ಮಾಡಿದಾಗ ಕೋವಿಡ್ ದೃಢ ಪಟ್ಟಿದೆ ಎಂದು ಜಿಲ್ಲಾ ಆರೋಗ್ಯ ಮತ್ತು ಕುಟುಂಬ ಕಲ್ಯಾಣಾಧಿಕಾರಿ ಡಾ. ರಾಜಶೇಖರ ಮಾಲಿ ತಿಳಿಸಿದ್ದಾರೆ. ಈ ಹಿನ್ನೆಲೆಯಲ್ಲಿ ಬಾಲಕಿಗೆ ಕೋವಿಡ್ ಹಾಗೂ ಕ್ಷಯರೋಗ ಚಿಕಿತ್ಸೆ ನೀಡಲಾಗುತ್ತಿದೆ. ಬಾಲಕಿಯ ಸಂಪರ್ಕದಲ್ಲಿ ಬಂದವರನ್ನು ಐಸೋಲೇಷನ್ ಮಾಡಲು ಸೂಚಿಸಲಾಗಿದೆ ಎಂದು ಅವರು ತಿಳಿಸಿದ್ದಾರೆ. ಜಿಲ್ಲೆಯಲ್ಲಿ ಸೋಮವಾರದಿಂದ ಕೋವಿಡ್ ಪರೀಕ್ಷೆ ಆರಂಭವಾಗಿದ್ದು, ಮೊದಲ ದಿನ ಸಂಗ್ರಹಿಸಲಾದ 23 ಜನರಿಗೆ ಪರೀಕ್ಷೆ ಮಾಡಲಾಗಿದೆ.	[48, 980, 414, 1155]
body-text: ಚೀಲಗಳನ್ನು ಬಳಕೆ ಮಾಡಿದರೂ ಚೀಲದ ತೂಕವೆಂದು ಪ್ರತಿ 50 ಕೆ.ಜಿಗೆ 50 ಗ್ರಾ.ಂ ಕಡಿತ ಮಾಡುವುದರ ಜತೆಗೆ ಹಮಾಲಿ, ದಲ್ಲಾಳಿ ಚಾರ್ಜ್ ಸೇರಿ ಇತರ ಖರ್ಚುಗಳು ಎಂದು ಪ್ರತಿ ಕ್ವಿಂಟಲ್‌ಗೆ 200-300 ರೂಪಾಯಿ ಕಡಿತ ಮಾಡಿ ಕೊಡುವುದು ಒಟ್ಟಾರೆ 10 ಕ್ವಿಂಟಲ್ ಬೆಳೆದ ರೈತನಿಗೆ 2000 ರಿಂದ 3000 ರೂ., 100 ಕ್ವಿಂಟಲ್ ಬೆಳೆದ ರೈತನಿಗೆ 20000-30000 ರೂಪಾಯಿಗಳನ್ನು ರೈತರಿಗೆ ಮೋಸ ಮಾಡುತ್ತಿದ್ದಾರೆಂದು ದೂರಿದರು. ವಿದ್ಯಾಗಿ ರೈತ ಸಂಘದ	[632, 545, 817, 736]
headline: ಕಲಬುರಗಿ: ಬಾಲಕಿಗೆ ಕೋವಿಡ್ ದೃಢ	[48, 724, 352, 754]
headline: ಗಿಗ್ ಕಾರ್ಮಿಕರ (ಡೇಲಿವರಿ ಬಾಯ್) ವಿಮಾ ಯೋಜನೆ, ಸೇವಾ ಸಿಂಧು ಪೋರ್ಟಲನಲ್ಲಿ ನೋಂದಣಿ ಸೂಚನೆ	[74, 1271, 389, 1363]
body-text: ಕರ್ನಾಟಕ ರಾಜ್ಯ ಅಸಂಘಟಿತ ಕಾರ್ಮಿಕ ಸಾಮಾಜಿಕ ಭದ್ರತಾ ಮಂಡಳಿ, ಕಾರ್ಮಿಕ ಅಧಿಕಾರಿಗಳವರ ಕಛೇರಿ ಯಾದಗಿರಿ, ದೇಶದಲ್ಲಿ ಮೊದಲ ಬಾರಿಗೆ ಪಾನ್ ಡೆಲಿವರಿ ಮಾಡುವ ಹಾಗೂ ಇ-ಕಾಮರ್ಸ್ ಸಂಸ್ಥೆಗಳಾದ ಅಮೆಜಾನ್, ಫ್ಲಿಪ್‌ಕಾರ್ಟ್, ಫಾರ್ಮಸಿ, ಸ್ವಿಂಕ್‌ಹಾ, ಜೆಪ್ಟೋ, ಬಿಗ್ ಬಾಸ್ಕೆಟ್, ಡೊಮಿನೋಸ್ ಸೀಗ ಮುಂತಾದ ಸಂಸ್ಥೆಗಳಲ್ಲಿ ಡೆಲಿವರಿ ವೃತ್ತಿಯಲ್ಲಿ ತೊಡಗಿಸಿರುವ ಗಿಗ್ (ಡೇಲಿವರಿ ಕಾರ್ಮಿಕರ, ಬಾಯ್) ಕಾರ್ಮಿಕರಿಗೆ ರಾಜ್ಯ ಸರ್ಕಾರವು ವಿಮಾ ಯೋಜನೆ ಜಾರಿ ಮಾಡಿದೆ ಎಂದು ಕಾರ್ಮಿಕ ಅಧಿಕಾರಿ ಶ್ರೀಮತಿ ಉಮಾಶ್ರೀ ಕೋಳಿ ಅವರು ತಿಳಿಸಿದ್ದಾರೆ. ಪೂರ್ಣಕಾಲಿಕ ಹಾಗೂ ಅರೆಕಾಲಿಕ ಡೆಲಿವರಿ ನೌಕರರು ಯೋಜನೆಯ ಲಾಭ ಪಡೆಯಬಹುದಾಗಿದ್ದು, ಎಲ್ಲಾ ಅರ್ಹ ಕಾರ್ಮಿಕರು ಸೇವಾ ಸಿಂಧು ಪೋರ್ಟಲ್‌ನಲ್ಲಿ ನೋಂದಾಯಿಸಿಕೊಳ್ಳಬೇಕು. ವಿಮಾ ಸೌಲಭ್ಯವು ಅಪಘಾತದಿಂದ ಮರಣ ಹೊಂದಿದಲ್ಲಿ 2 ಲಕ್ಷ ರೂ.ಗಳು, ಜೀವ ವಿಮಾ 2 ಲಕ್ಷ ರೂ. ಹಾಗೂ ಅಪಘಾತದಲ್ಲಿ ಶಾಶ್ವತ ದುರ್ಬಲತೆ ಹೊಂದಿದಲ್ಲಿ ಸೌಲಭ್ಯ ದೊರೆಯಲಿದೆ. ಅಪಘಾತ ಪರಿಹಾರ ಪಡೆಯಲು ಇ-ಶ್ರಮ ಪೋರ್ಟಲ್‌ನಲ್ಲಿ ನೋಂದಣಿಯಾಗಿರಬೇಕು. 18 ರಿಂದ 60 ವರ್ಷ ಒಳಗಿನವರು, ಆದಾಯ ತೆರಿಗೆ ಪಾವತಿದಾರರಲ್ಲದ ಕಾರ್ಮಿಕರು ಅರ್ಹರಾಗಿದ್ದು, ಹೆಚ್ಚಿನ ಮಾಹಿತಿಗಾಗಿ ತಾಲೂಕು ಕಾರ್ಮಿಕ ನಿರೀಕ್ಷಕರ ಕಛೇರಿಯನ್ನು ಸಂಪರ್ಕಿಸಬಹುದಾಗಿದೆ ಎಂದು ಅವರು ಪ್ರಕಟಣೆಯಲ್ಲಿ ತಿಳಿಸಿದ್ದಾರೆ.	[48, 1673, 414, 1918]
body-text: ಶ್ರೇಷ್ಠ ಸಮಾಜ ಸುಧಾರಕರಲ್ಲಿ ಒಬ್ಬರಾಗಿದ್ದಾರೆ. ಅವರಲ್ಲಿರುವ ದೇಶಭಕ್ತಿ, ದೀನ-ದಲಿತ, ಶೋಷಿತ, ಬಡವರು, ಅಸಹಾಯಕರ ಸೇವಾಮನೋಭಾವ ಮಾದರಿಯಾಗಿದೆ. ವಿದ್ಯಾರ್ಥಿಗಳು ಇಂಥ ಮಹನೀಯರ ಬಗ್ಗೆ ತಿಳಿದುಕೊಂಡು ದೇಶಸೇವೆ ಮಾಡಬೇಕು ಎಂದು ವಿದ್ಯಾರ್ಥಿಗಳಿಗೆ ಸಲಹೆ ನೀಡಿದರು. ಕಾರ್ಯಕ್ರಮದಲ್ಲಿ ಸಂಸ್ಥೆಯ ಮುಖ್ಯ ಅಸ್ಲಾಂ ಶೇಖ್, ಪ್ರಮುಖರಾದ ಬಸಯ್ಯಾಸ್ವಾಮಿ ಹೊದಲೂರ, ದೇವೇಂದ್ರಪ್ಪ ಗಣಾಪುರ, ಶಿವಯೋಗೆಪ್ಪ ಎಸ್.ಬಿರಾದಾರ, ಪ್ರಿಯಾಂಕಾ ದೊಡ್ಡಮನಿ, ಸಾನಿಯಾ ಶೇಖ್, ನಿಲೋಫರ್ ಶೇಖ್, ಐಶ್ವರ್ಯ ಬಿರಾದಾರ, ಪಾಯಲ್ ಹಿಬಾರೆ, ಸೋಹೆಲ್ ಶೇಖ್ ಹಾಗೂ ವಿದ್ಯಾರ್ಥಿಗಳು ಪಾಲ್ಗೊಂಡಿದ್ದರು.	[1271, 863, 1537, 1036]
section-rule	[434, 1151, 1537, 1152]
body-text: ಗಣಿತ ಕ್ಷೇತ್ರಕ್ಕೆ ನೀಡಿದ ಕೊಡುಗೆ ಅಮೂಲ್ಯವಾಗಿದೆ ಎಂದು ತಿಳಿಸಿದರು. ಕು.ಅರ್ಪಿತಾ ಮಾತನಾಡಿ ನಮ್ಮ ಜೀವನದಲ್ಲಿ ಪ್ರಾರಂಭದಿಂದ ಕೊನೆಯವರೆಗೂ ಗಣಿತದಿಂದ ಎಲ್ಲಾ ವಿಷಯಗಳ ಕಲಿಕೆ ಎಂದು ಬಣ್ಣಿಸಿದರು. ಕು. ದೀಪಿಕಾ ಉಮೇಶ ವಹನ ಗಾಯನ ಮಾಡಿದರು. ಕು.ಅಶ್ವಿನಿ ಚಂದ್ರರ ಗಣಿತ ಬಗ್ಗೆ ಭಾಷಣ ಮಾಡಿದರು. ಕಾರ್ಯಕ್ರಮದಲ್ಲಿ ಶಿಕ್ಷಕರಾದ ಕಾಶಯ್ಯ ತೆಲಗಾಣಿ, ದಿನೇಶರ ಕಾಂಬಳೆ, ಶ್ರೀಮಂತ ರಾಜೇಶ್ವರ, ಕಾಲದಾನ ಪರೀಕ್ಷೆ ವಿಜಯಲಕ್ಷ್ಮಿ ಮಿತ್ರಾ, ಮಹಾನಂದಾ ಕಾಡಾಂಬೂರ, ಕು. ಮಂಗಳಾ ಮಡಲಾಪುರ ಉಪಸ್ಥಿತರಿದ್ದರು.	[708, 1269, 965, 1425]
section-rule	[434, 1802, 1537, 1804]
